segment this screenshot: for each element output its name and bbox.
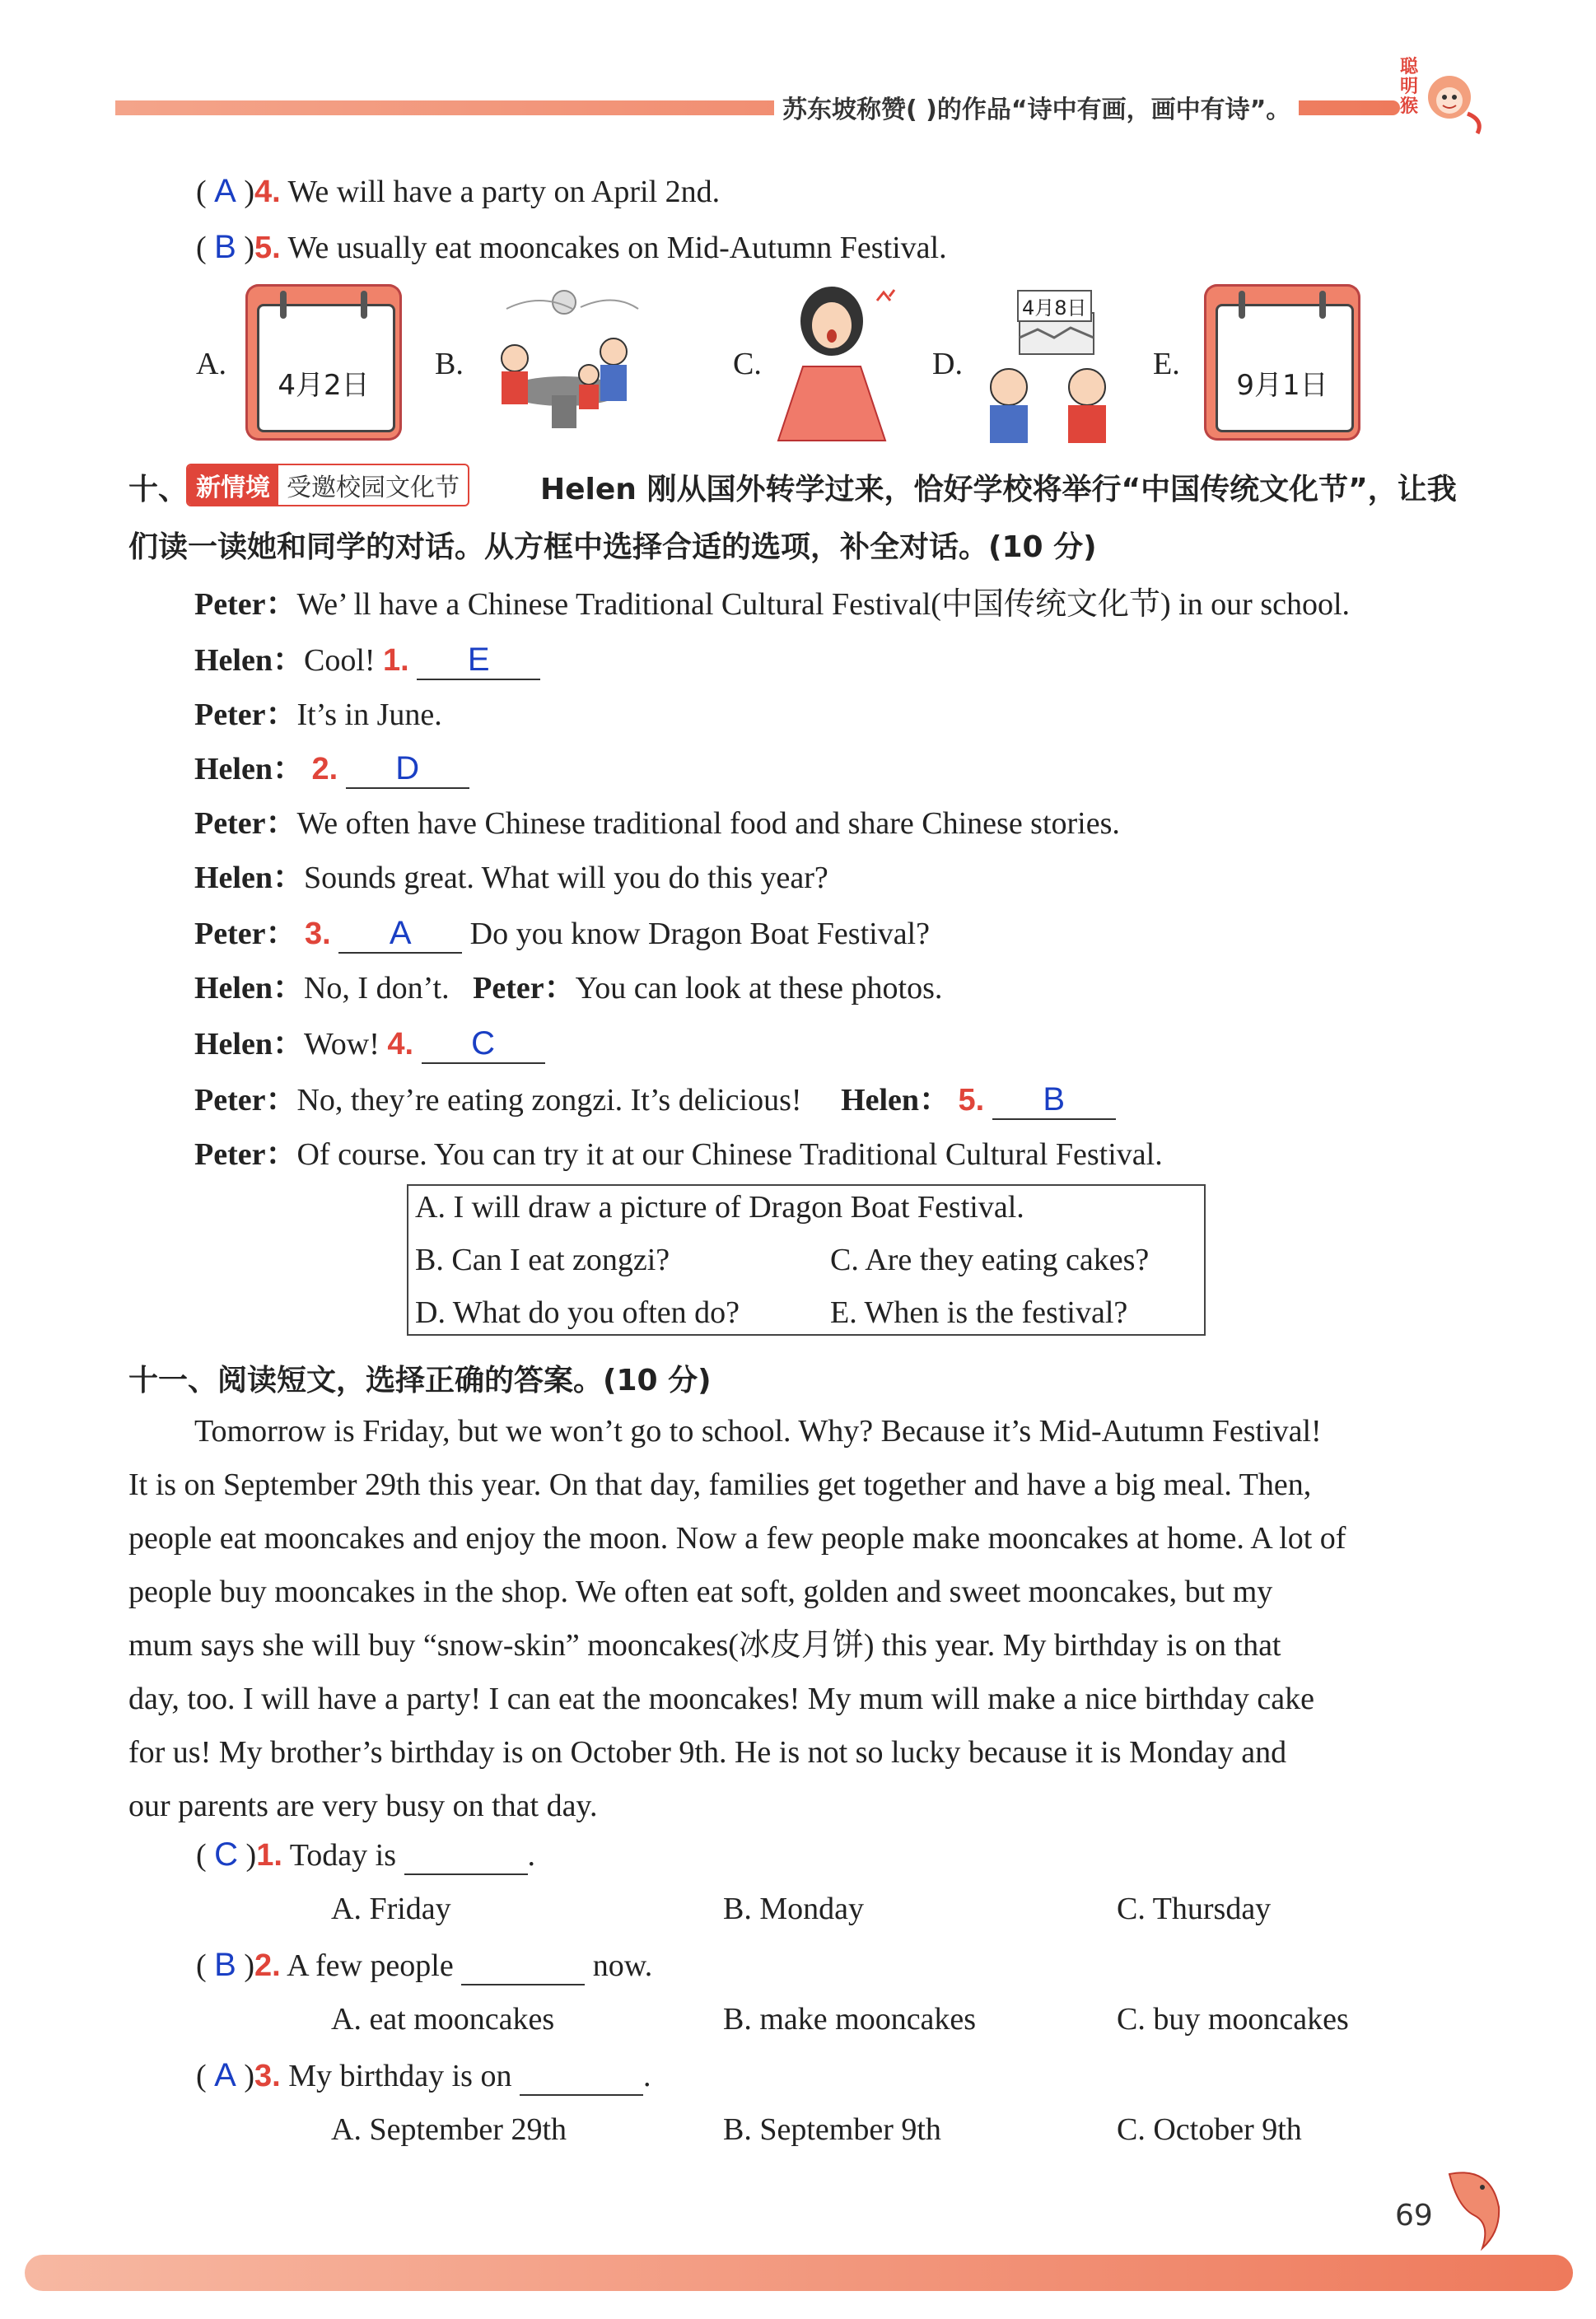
item-text: We will have a party on April 2nd. xyxy=(287,175,721,209)
passage-line: Tomorrow is Friday, but we won’t go to school. Why? Because it’s Mid-Autumn Festival! xyxy=(194,1414,1322,1449)
dialogue-line-1: Peter：We’ ll have a Chinese Traditional Cultural Festival(中国传统文化节) in our school. xyxy=(194,587,1351,622)
question-2: ( B )2. A few people now. xyxy=(196,1947,652,1985)
passage-line: people buy mooncakes in the shop. We often eat soft, golden and sweet mooncakes, but my xyxy=(128,1575,1273,1609)
answer-mark: A xyxy=(214,173,236,209)
answer-blank[interactable] xyxy=(404,1837,528,1875)
answer-blank[interactable]: C xyxy=(422,1025,545,1064)
option-e: E. When is the festival? xyxy=(830,1295,1128,1330)
answer-mark: B xyxy=(214,229,236,265)
passage-line: day, too. I will have a party! I can eat the mooncakes! My mum will make a nice birthday cake xyxy=(128,1682,1314,1716)
passage-line: for us! My brother’s birthday is on October 9th. He is not so lucky because it is Monday and xyxy=(128,1735,1287,1770)
part10-instruction-1: Helen 刚从国外转学过来，恰好学校将举行“中国传统文化节”，让我 xyxy=(540,473,1457,506)
option-d: D. What do you often do? xyxy=(415,1295,740,1330)
page-number: 69 xyxy=(1395,2199,1433,2233)
dialogue-line-6: Helen：Sounds great. What will you do this year? xyxy=(194,861,828,895)
q2-choice-a: A. eat mooncakes xyxy=(331,2002,555,2037)
dialogue-line-7: Peter： 3. A Do you know Dragon Boat Festival? xyxy=(194,908,930,954)
q2-choice-c: C. buy mooncakes xyxy=(1117,2002,1349,2037)
passage-line: our parents are very busy on that day. xyxy=(128,1789,598,1823)
answer-mark: A xyxy=(214,2057,236,2093)
dialogue-line-11: Peter：Of course. You can try it at our Chinese Traditional Cultural Festival. xyxy=(194,1137,1163,1172)
pic-label-c: C. xyxy=(733,347,762,381)
dialogue-line-5: Peter：We often have Chinese traditional food and share Chinese stories. xyxy=(194,806,1120,841)
calendar-date: 4月2日 xyxy=(278,369,370,402)
question-1: ( C )1. Today is . xyxy=(196,1836,535,1875)
option-c: C. Are they eating cakes? xyxy=(830,1243,1150,1277)
dialogue-line-3: Peter：It’s in June. xyxy=(194,698,442,732)
calendar-image-e xyxy=(1204,284,1360,441)
answer-blank[interactable] xyxy=(520,2058,643,2096)
q1-choice-a: A. Friday xyxy=(331,1892,451,1926)
dialogue-line-4: Helen： 2. D xyxy=(194,743,469,789)
sign-text: 4月8日 xyxy=(1017,290,1092,322)
part10-number: 十、 xyxy=(128,473,189,506)
answer-blank[interactable] xyxy=(461,1948,585,1985)
footer-band xyxy=(25,2255,1573,2291)
dialogue-line-9: Helen：Wow! 4. C xyxy=(194,1018,545,1064)
answer-blank[interactable]: B xyxy=(992,1081,1116,1120)
options-box xyxy=(407,1184,1206,1336)
calendar-date: 9月1日 xyxy=(1236,369,1328,402)
part11-title: 十一、阅读短文，选择正确的答案。(10 分) xyxy=(128,1364,712,1397)
p9-item-4: ( A )4. We will have a party on April 2nd. xyxy=(196,173,721,209)
passage-line: It is on September 29th this year. On that day, families get together and have a big meal. Then, xyxy=(128,1467,1312,1502)
item-text: We usually eat mooncakes on Mid-Autumn Festival. xyxy=(287,231,947,265)
dialogue-line-2: Helen：Cool! 1. E xyxy=(194,634,540,680)
dialogue-line-10: Peter：No, they’re eating zongzi. It’s delicious! Helen： 5. B xyxy=(194,1074,1116,1120)
pic-label-b: B. xyxy=(435,347,464,381)
passage-line: mum says she will buy “snow-skin” mooncakes(冰皮月饼) this year. My birthday is on that xyxy=(128,1628,1281,1663)
option-b: B. Can I eat zongzi? xyxy=(415,1243,670,1277)
p9-item-5: ( B )5. We usually eat mooncakes on Mid-Autumn Festival. xyxy=(196,229,947,265)
question-3: ( A )3. My birthday is on . xyxy=(196,2057,651,2096)
passage xyxy=(128,1405,1487,1833)
answer-mark: B xyxy=(214,1947,236,1983)
new-context-badge: 新情境 受邀校园文化节 xyxy=(186,464,469,506)
answer-blank[interactable]: D xyxy=(346,750,469,789)
logo-text: 聪明猴 xyxy=(1400,57,1419,117)
pic-label-a: A. xyxy=(196,347,226,381)
q1-choice-b: B. Monday xyxy=(723,1892,864,1926)
q2-choice-b: B. make mooncakes xyxy=(723,2002,977,2037)
pic-label-d: D. xyxy=(932,347,963,381)
calendar-image-a xyxy=(245,284,402,441)
q3-choice-b: B. September 9th xyxy=(723,2112,941,2147)
answer-mark: C xyxy=(214,1836,239,1873)
q3-choice-c: C. October 9th xyxy=(1117,2112,1302,2147)
passage-line: people eat mooncakes and enjoy the moon. Now a few people make mooncakes at home. A lot of xyxy=(128,1521,1346,1556)
dolphin-icon xyxy=(1433,2158,1515,2256)
q3-choice-a: A. September 29th xyxy=(331,2112,567,2147)
answer-blank[interactable]: A xyxy=(338,915,462,954)
part10-instruction-2: 们读一读她和同学的对话。从方框中选择合适的选项，补全对话。(10 分) xyxy=(128,530,1097,564)
q1-choice-c: C. Thursday xyxy=(1117,1892,1272,1926)
answer-blank[interactable]: E xyxy=(417,642,540,680)
pic-label-e: E. xyxy=(1153,347,1180,381)
header-text: 苏东坡称赞( )的作品“诗中有画，画中有诗”。 xyxy=(774,89,1299,125)
dialogue-line-8: Helen：No, I don’t. Peter：You can look at these photos. xyxy=(194,971,943,1006)
family-dinner-image xyxy=(474,284,651,441)
singing-girl-image xyxy=(770,280,910,445)
option-a: A. I will draw a picture of Dragon Boat Festival. xyxy=(415,1190,1024,1225)
